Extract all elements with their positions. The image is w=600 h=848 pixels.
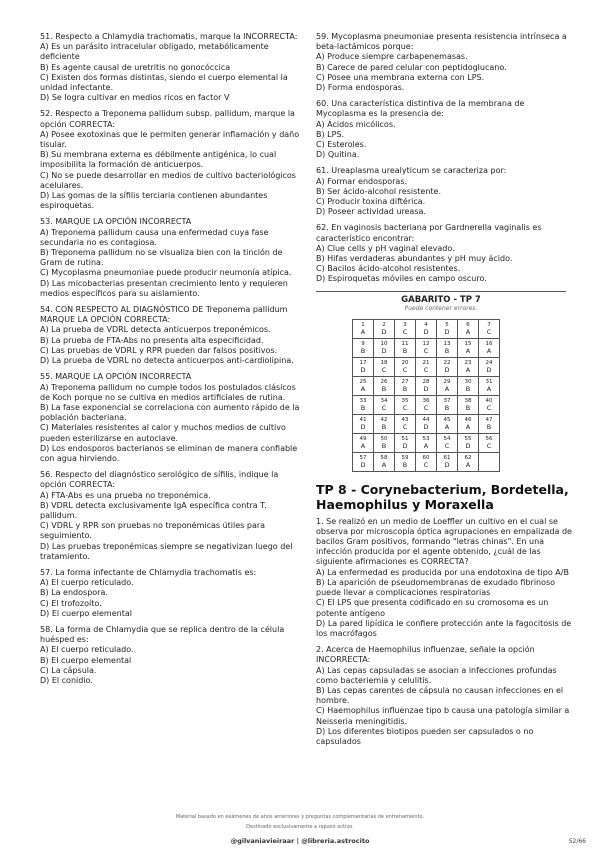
answer-key bbox=[316, 291, 566, 472]
answer-key-cell bbox=[353, 319, 374, 338]
answer-key-cell bbox=[437, 395, 458, 414]
answer-key-cell bbox=[374, 376, 395, 395]
answer-key-answer-letter: A bbox=[444, 384, 450, 393]
answer-option: A) Treponema pallidum no cumple todos los postulados clásicos de Koch porque no se cultiva en medios artificiales de rutina. bbox=[40, 382, 296, 402]
answer-key-row bbox=[353, 433, 500, 452]
answer-option: C) Posee una membrana externa con LPS. bbox=[316, 72, 485, 82]
answer-option: A) Las cepas capsuladas se asocian a infecciones profundas como bacteriemia y celulitis. bbox=[316, 665, 557, 685]
answer-key-question-number: 58 bbox=[380, 454, 388, 461]
answer-option: B) Carece de pared celular con peptidoglucano. bbox=[316, 62, 507, 72]
answer-key-answer-letter: B bbox=[360, 346, 366, 355]
answer-key-question-number: 23 bbox=[464, 359, 472, 366]
answer-key-cell bbox=[416, 319, 437, 338]
answer-key-answer-letter: A bbox=[465, 422, 471, 431]
answer-option: A) Es un parásito intracelular obligado, metabólicamente deficiente bbox=[40, 42, 269, 62]
answer-key-question-number: 24 bbox=[485, 359, 493, 366]
left-column bbox=[40, 32, 306, 692]
answer-key-cell bbox=[437, 433, 458, 452]
answer-key-question-number: 7 bbox=[487, 321, 491, 328]
answer-key-answer-letter: D bbox=[465, 441, 471, 450]
answer-key-question-number: 59 bbox=[401, 454, 409, 461]
answer-key-row bbox=[353, 414, 500, 433]
answer-key-answer-letter: C bbox=[423, 403, 429, 412]
answer-option: B) Ser ácido-alcohol resistente. bbox=[316, 186, 441, 196]
answer-option: D) Se logra cultivar en medios ricos en factor V bbox=[40, 93, 230, 103]
answer-key-cell bbox=[479, 376, 500, 395]
question-block bbox=[316, 99, 572, 160]
answer-key-row bbox=[353, 395, 500, 414]
answer-key-answer-letter: C bbox=[423, 460, 429, 469]
answer-key-cell bbox=[374, 357, 395, 376]
answer-key-question-number: 21 bbox=[422, 359, 430, 366]
answer-option: B) LPS. bbox=[316, 129, 345, 139]
answer-key-question-number: 44 bbox=[422, 416, 430, 423]
answer-key-cell bbox=[395, 319, 416, 338]
answer-option: D) El cuerpo elemental bbox=[40, 608, 132, 618]
answer-key-answer-letter: A bbox=[444, 422, 450, 431]
answer-key-question-number: 13 bbox=[443, 340, 451, 347]
answer-option: A) Treponema pallidum causa una enfermedad cuya fase secundaria no es contagiosa. bbox=[40, 227, 269, 247]
answer-option: A) El cuerpo reticulado. bbox=[40, 578, 134, 588]
answer-key-cell bbox=[353, 414, 374, 433]
answer-key-question-number: 43 bbox=[401, 416, 409, 423]
page-number: 52/66 bbox=[568, 838, 586, 845]
answer-option: C) Existen dos formas distintas, siendo el cuerpo elemental la unidad infectante. bbox=[40, 72, 288, 93]
question-stem: 1. Se realizó en un medio de Loeffler un cultivo en el cual se observa por microscopía óptica agrupaciones en empalizada de bacilos Gram positivos, formando "letras chinas". En una infección producida por el agente obtenido, ¿cuál de las siguiente afirmaciones es CORRECTA? bbox=[316, 516, 572, 567]
answer-option: C) No se puede desarrollar en medios de cultivo bacteriológicos acelulares. bbox=[40, 170, 296, 190]
answer-key-cell bbox=[479, 395, 500, 414]
question-stem: 62. En vaginosis bacteriana por Gardnerella vaginalis es característico encontrar: bbox=[316, 223, 542, 243]
answer-key-question-number: 50 bbox=[380, 435, 388, 442]
answer-key-cell bbox=[437, 376, 458, 395]
answer-key-question-number: 49 bbox=[359, 435, 367, 442]
answer-key-answer-letter: B bbox=[381, 422, 387, 431]
answer-option: A) FTA-Abs es una prueba no treponémica. bbox=[40, 490, 211, 500]
answer-key-question-number: 18 bbox=[380, 359, 388, 366]
answer-key-answer-letter: C bbox=[486, 441, 492, 450]
answer-option: B) El cuerpo elemental bbox=[40, 655, 132, 665]
answer-key-cell bbox=[395, 414, 416, 433]
question-block bbox=[316, 645, 572, 747]
answer-option: D) Las micobacterias presentan crecimiento lento y requieren medios específicos para su aislamiento. bbox=[40, 278, 288, 298]
answer-key-answer-letter: B bbox=[402, 346, 408, 355]
answer-key-cell bbox=[458, 395, 479, 414]
answer-key-cell bbox=[479, 433, 500, 452]
answer-key-cell bbox=[437, 452, 458, 471]
answer-key-cell bbox=[479, 452, 500, 471]
answer-key-cell bbox=[395, 357, 416, 376]
answer-key-question-number: 60 bbox=[422, 454, 430, 461]
answer-option: B) La endospora. bbox=[40, 588, 108, 598]
answer-option: C) Bacilos ácido-alcohol resistentes. bbox=[316, 264, 461, 274]
answer-key-cell bbox=[374, 319, 395, 338]
answer-key-question-number: 56 bbox=[485, 435, 493, 442]
answer-key-answer-letter: C bbox=[444, 441, 450, 450]
answer-key-cell bbox=[458, 414, 479, 433]
question-block bbox=[40, 470, 306, 562]
answer-option: D) Espiroquetas móviles en campo oscuro. bbox=[316, 274, 487, 284]
answer-key-answer-letter: D bbox=[402, 441, 408, 450]
answer-key-cell bbox=[416, 433, 437, 452]
answer-option: D) El conidio. bbox=[40, 675, 93, 685]
answer-option: D) Forma endosporas. bbox=[316, 83, 405, 93]
answer-key-cell bbox=[458, 338, 479, 357]
answer-key-question-number: 35 bbox=[401, 397, 409, 404]
answer-key-question-number: 46 bbox=[464, 416, 472, 423]
answer-key-question-number: 36 bbox=[422, 397, 430, 404]
answer-option: A) El cuerpo reticulado. bbox=[40, 645, 134, 655]
answer-option: D) Las pruebas treponémicas siempre se negativizan luego del tratamiento. bbox=[40, 541, 293, 561]
answer-key-cell bbox=[437, 319, 458, 338]
answer-option: C) El LPS que presenta codificado en su cromosoma es un potente antígeno bbox=[316, 598, 549, 618]
answer-key-cell bbox=[374, 395, 395, 414]
question-stem: 56. Respecto del diagnóstico serológico de sífilis, indique la opción CORRECTA: bbox=[40, 470, 279, 490]
answer-key-answer-letter: C bbox=[402, 365, 408, 374]
question-block bbox=[40, 217, 306, 299]
answer-key-question-number: 2 bbox=[382, 321, 386, 328]
question-block bbox=[40, 109, 306, 211]
answer-key-cell bbox=[374, 414, 395, 433]
question-stem: 60. Una característica distintiva de la membrana de Mycoplasma es la presencia de: bbox=[316, 99, 525, 119]
answer-option: B) Treponema pallidum no se visualiza bien con la tinción de Gram de rutina. bbox=[40, 248, 283, 268]
answer-option: B) VDRL detecta exclusivamente IgA específica contra T. pallidum. bbox=[40, 500, 267, 520]
answer-key-cell bbox=[374, 338, 395, 357]
answer-key-question-number: 47 bbox=[485, 416, 493, 423]
answer-key-answer-letter: A bbox=[486, 346, 492, 355]
footer-social-handles: @gilvaniavieiraar | @libreria.astrocito bbox=[230, 837, 370, 845]
answer-option: C) Esteroles. bbox=[316, 140, 367, 150]
question-stem: 59. Mycoplasma pneumoniae presenta resistencia intrínseca a beta-lactámicos porque: bbox=[316, 32, 567, 52]
answer-key-question-number: 62 bbox=[464, 454, 472, 461]
answer-key-cell bbox=[395, 338, 416, 357]
answer-key-answer-letter: C bbox=[381, 403, 387, 412]
answer-option: A) La enfermedad es producida por una endotoxina de tipo A/B bbox=[316, 567, 569, 577]
question-stem: 58. La forma de Chlamydia que se replica dentro de la célula huésped es: bbox=[40, 624, 285, 645]
answer-key-question-number: 1 bbox=[361, 321, 365, 328]
answer-key-row bbox=[353, 452, 500, 471]
answer-key-answer-letter: D bbox=[360, 422, 366, 431]
answer-key-rule bbox=[316, 291, 566, 292]
answer-key-cell bbox=[395, 452, 416, 471]
answer-key-question-number: 3 bbox=[403, 321, 407, 328]
question-stem: 52. Respecto a Treponema pallidum subsp. pallidum, marque la opción CORRECTA: bbox=[40, 109, 295, 129]
question-block bbox=[316, 517, 572, 639]
answer-key-cell bbox=[395, 376, 416, 395]
footer-usage-note: Destinado exclusivamente a repaso activo. bbox=[246, 824, 354, 830]
answer-key-question-number: 53 bbox=[422, 435, 430, 442]
answer-key-answer-letter: D bbox=[381, 327, 387, 336]
answer-key-answer-letter: D bbox=[381, 346, 387, 355]
answer-key-cell bbox=[458, 452, 479, 471]
answer-key-question-number: 15 bbox=[464, 340, 472, 347]
answer-key-cell bbox=[437, 414, 458, 433]
answer-key-answer-letter: B bbox=[381, 384, 387, 393]
answer-key-answer-letter: A bbox=[465, 327, 471, 336]
answer-option: C) El trofozoíto. bbox=[40, 598, 102, 608]
answer-option: B) Las cepas carentes de cápsula no causan infecciones en el hombre. bbox=[316, 685, 564, 706]
answer-option: A) Clue cells y pH vaginal elevado. bbox=[316, 243, 455, 253]
question-block bbox=[40, 372, 306, 464]
answer-key-question-number: 9 bbox=[361, 340, 365, 347]
answer-key-answer-letter: D bbox=[423, 384, 429, 393]
answer-option: B) La aparición de pseudomembranas de exudado fibrinoso puede llevar a complicaciones respiratorias bbox=[316, 577, 556, 598]
answer-key-answer-letter: D bbox=[444, 365, 450, 374]
answer-option: D) Poseer actividad ureasa. bbox=[316, 207, 426, 217]
answer-key-answer-letter: C bbox=[486, 327, 492, 336]
answer-key-question-number: 28 bbox=[422, 378, 430, 385]
answer-option: C) Materiales resistentes al calor y muchos medios de cultivo pueden esterilizarse en autoclave. bbox=[40, 423, 286, 443]
answer-key-cell bbox=[416, 414, 437, 433]
answer-key-question-number: 26 bbox=[380, 378, 388, 385]
answer-key-answer-letter: D bbox=[423, 327, 429, 336]
answer-key-question-number: 51 bbox=[401, 435, 409, 442]
answer-key-answer-letter: D bbox=[423, 422, 429, 431]
answer-option: C) Las pruebas de VDRL y RPR pueden dar falsos positivos. bbox=[40, 345, 278, 355]
answer-key-question-number: 30 bbox=[464, 378, 472, 385]
answer-key-row bbox=[353, 376, 500, 395]
answer-key-answer-letter: C bbox=[486, 403, 492, 412]
answer-key-cell bbox=[353, 338, 374, 357]
answer-key-question-number: 61 bbox=[443, 454, 451, 461]
answer-key-cell bbox=[458, 433, 479, 452]
answer-option: A) Formar endosporas. bbox=[316, 176, 408, 186]
answer-option: D) Quitina. bbox=[316, 150, 360, 160]
answer-option: D) La pared lipídica le confiere protección ante la fagocitosis de los macrófagos bbox=[316, 618, 572, 638]
answer-key-answer-letter: D bbox=[360, 460, 366, 469]
answer-key-question-number: 54 bbox=[443, 435, 451, 442]
answer-option: C) Mycoplasma pneumoniae puede producir neumonía atípica. bbox=[40, 268, 292, 278]
section-title: TP 8 - Corynebacterium, Bordetella, Haemophilus y Moraxella bbox=[316, 481, 569, 512]
answer-key-question-number: 20 bbox=[401, 359, 409, 366]
answer-option: D) Las gomas de la sífilis terciaria contienen abundantes espiroquetas. bbox=[40, 191, 268, 211]
answer-key-question-number: 42 bbox=[380, 416, 388, 423]
answer-key-answer-letter: C bbox=[423, 365, 429, 374]
answer-key-answer-letter: C bbox=[423, 346, 429, 355]
answer-key-question-number: 33 bbox=[359, 397, 367, 404]
answer-key-question-number: 16 bbox=[485, 340, 493, 347]
answer-key-question-number: 57 bbox=[359, 454, 367, 461]
answer-option: D) Los diferentes biotipos pueden ser capsulados o no capsulados bbox=[316, 726, 534, 746]
answer-key-answer-letter: A bbox=[423, 441, 429, 450]
answer-key-answer-letter: A bbox=[381, 460, 387, 469]
answer-key-answer-letter: B bbox=[402, 384, 408, 393]
question-block bbox=[316, 166, 572, 217]
answer-option: A) Ácidos micólicos. bbox=[316, 119, 396, 129]
answer-key-question-number: 5 bbox=[445, 321, 449, 328]
question-stem: 55. MARQUE LA OPCIÓN INCORRECTA bbox=[40, 372, 192, 382]
answer-option: D) La prueba de VDRL no detecta anticuerpos anti-cardiolipina. bbox=[40, 356, 294, 366]
answer-key-answer-letter: B bbox=[360, 403, 366, 412]
answer-option: B) Es agente causal de uretritis no gonocóccica bbox=[40, 62, 231, 72]
answer-key-answer-letter: A bbox=[360, 384, 366, 393]
question-stem: 57. La forma infectante de Chlamydia trachomatis es: bbox=[40, 567, 257, 577]
answer-option: B) Su membrana externa es débilmente antigénica, lo cual imposibilita la formación de anticuerpos. bbox=[40, 150, 277, 170]
answer-key-answer-letter: D bbox=[444, 327, 450, 336]
answer-key-cell bbox=[458, 357, 479, 376]
answer-key-cell bbox=[353, 395, 374, 414]
answer-key-question-number: 31 bbox=[485, 378, 493, 385]
answer-key-answer-letter: A bbox=[465, 346, 471, 355]
answer-key-cell bbox=[416, 357, 437, 376]
answer-key-answer-letter: B bbox=[444, 346, 450, 355]
answer-key-title: GABARITO - TP 7 bbox=[401, 294, 481, 305]
answer-key-table bbox=[352, 319, 500, 472]
answer-option: A) Posee exotoxinas que le permiten generar inflamación y daño tisular. bbox=[40, 129, 300, 150]
answer-key-question-number: 40 bbox=[485, 397, 493, 404]
answer-key-answer-letter: A bbox=[360, 327, 366, 336]
answer-key-row bbox=[353, 319, 500, 338]
answer-key-answer-letter: C bbox=[402, 403, 408, 412]
question-stem: 54. CON RESPECTO AL DIAGNÓSTICO DE Treponema pallidum MARQUE LA OPCIÓN CORRECTA: bbox=[40, 305, 288, 325]
answer-option: B) Hifas verdaderas abundantes y pH muy ácido. bbox=[316, 254, 513, 264]
question-block bbox=[40, 625, 306, 686]
answer-key-question-number: 29 bbox=[443, 378, 451, 385]
answer-option: B) La fase exponencial se correlaciona con aumento rápido de la población bacteriana. bbox=[40, 402, 300, 423]
answer-key-answer-letter: D bbox=[360, 365, 366, 374]
answer-key-answer-letter: A bbox=[465, 365, 471, 374]
answer-key-answer-letter: B bbox=[465, 384, 471, 393]
answer-key-answer-letter: A bbox=[486, 384, 492, 393]
answer-key-cell bbox=[479, 319, 500, 338]
answer-option: A) Produce siempre carbapenemasas. bbox=[316, 52, 468, 62]
answer-key-question-number: 27 bbox=[401, 378, 409, 385]
answer-key-cell bbox=[479, 357, 500, 376]
question-block bbox=[40, 32, 306, 103]
answer-key-cell bbox=[353, 452, 374, 471]
answer-key-cell bbox=[374, 452, 395, 471]
answer-key-answer-letter: B bbox=[402, 460, 408, 469]
answer-option: C) Producir toxina diftérica. bbox=[316, 197, 426, 207]
answer-key-answer-letter: C bbox=[402, 327, 408, 336]
answer-key-question-number: 55 bbox=[464, 435, 472, 442]
answer-key-question-number: 12 bbox=[422, 340, 430, 347]
answer-key-answer-letter: B bbox=[486, 422, 492, 431]
question-stem: 51. Respecto a Chlamydia trachomatis, marque la INCORRECTA: bbox=[40, 32, 298, 41]
answer-option: A) La prueba de VDRL detecta anticuerpos treponémicos. bbox=[40, 325, 271, 335]
answer-key-cell bbox=[416, 395, 437, 414]
answer-key-answer-letter: A bbox=[465, 460, 471, 469]
answer-key-question-number: 17 bbox=[359, 359, 367, 366]
answer-key-question-number: 45 bbox=[443, 416, 451, 423]
answer-key-cell bbox=[395, 395, 416, 414]
answer-option: C) La cápsula. bbox=[40, 665, 97, 675]
answer-key-cell bbox=[353, 433, 374, 452]
answer-key-question-number: 38 bbox=[464, 397, 472, 404]
answer-key-answer-letter: D bbox=[444, 460, 450, 469]
answer-key-cell bbox=[437, 357, 458, 376]
answer-key-row bbox=[353, 357, 500, 376]
answer-key-answer-letter: A bbox=[360, 441, 366, 450]
answer-key-answer-letter: C bbox=[381, 365, 387, 374]
answer-key-question-number: 25 bbox=[359, 378, 367, 385]
answer-key-answer-letter: C bbox=[402, 422, 408, 431]
answer-key-cell bbox=[374, 433, 395, 452]
answer-key-question-number: 34 bbox=[380, 397, 388, 404]
answer-key-cell bbox=[458, 319, 479, 338]
answer-key-cell bbox=[353, 357, 374, 376]
right-column bbox=[316, 32, 572, 753]
answer-key-cell bbox=[416, 452, 437, 471]
answer-key-cell bbox=[416, 338, 437, 357]
answer-key-question-number: 37 bbox=[443, 397, 451, 404]
answer-key-answer-letter: B bbox=[465, 403, 471, 412]
answer-key-answer-letter: D bbox=[486, 365, 492, 374]
question-stem: 53. MARQUE LA OPCIÓN INCORRECTA bbox=[40, 217, 192, 227]
question-block bbox=[316, 223, 572, 284]
answer-key-question-number: 10 bbox=[380, 340, 388, 347]
answer-key-cell bbox=[437, 338, 458, 357]
answer-key-question-number: 6 bbox=[466, 321, 470, 328]
answer-option: B) La prueba de FTA-Abs no presenta alta especificidad. bbox=[40, 335, 264, 345]
answer-key-question-number: 22 bbox=[443, 359, 451, 366]
question-block bbox=[40, 305, 306, 366]
answer-key-question-number: 11 bbox=[401, 340, 409, 347]
answer-key-cell bbox=[353, 376, 374, 395]
question-block bbox=[316, 32, 572, 93]
answer-key-answer-letter: B bbox=[444, 403, 450, 412]
question-stem: 2. Acerca de Haemophilus influenzae, señale la opción INCORRECTA: bbox=[316, 645, 535, 665]
answer-key-row bbox=[353, 338, 500, 357]
question-stem: 61. Ureaplasma urealyticum se caracteriza por: bbox=[316, 166, 507, 176]
answer-option: C) VDRL y RPR son pruebas no treponémicas útiles para seguimiento. bbox=[40, 521, 266, 541]
answer-key-subtitle: Puede contener errores. bbox=[404, 304, 478, 312]
answer-key-cell bbox=[479, 414, 500, 433]
footer-disclaimer: Material basado en exámenes de años anteriores y preguntas complementarias de entrenamiento. bbox=[175, 814, 425, 820]
answer-key-cell bbox=[458, 376, 479, 395]
answer-option: D) Los endosporos bacterianos se eliminan de manera confiable con agua hirviendo. bbox=[40, 443, 298, 463]
answer-key-cell bbox=[395, 433, 416, 452]
answer-key-cell bbox=[416, 376, 437, 395]
answer-key-cell bbox=[479, 338, 500, 357]
question-block bbox=[40, 568, 306, 619]
answer-key-question-number: 4 bbox=[424, 321, 428, 328]
answer-key-question-number: 41 bbox=[359, 416, 367, 423]
answer-key-answer-letter: B bbox=[381, 441, 387, 450]
answer-option: C) Haemophilus influenzae tipo b causa una patología similar a Neisseria meningitidis. bbox=[316, 706, 570, 726]
